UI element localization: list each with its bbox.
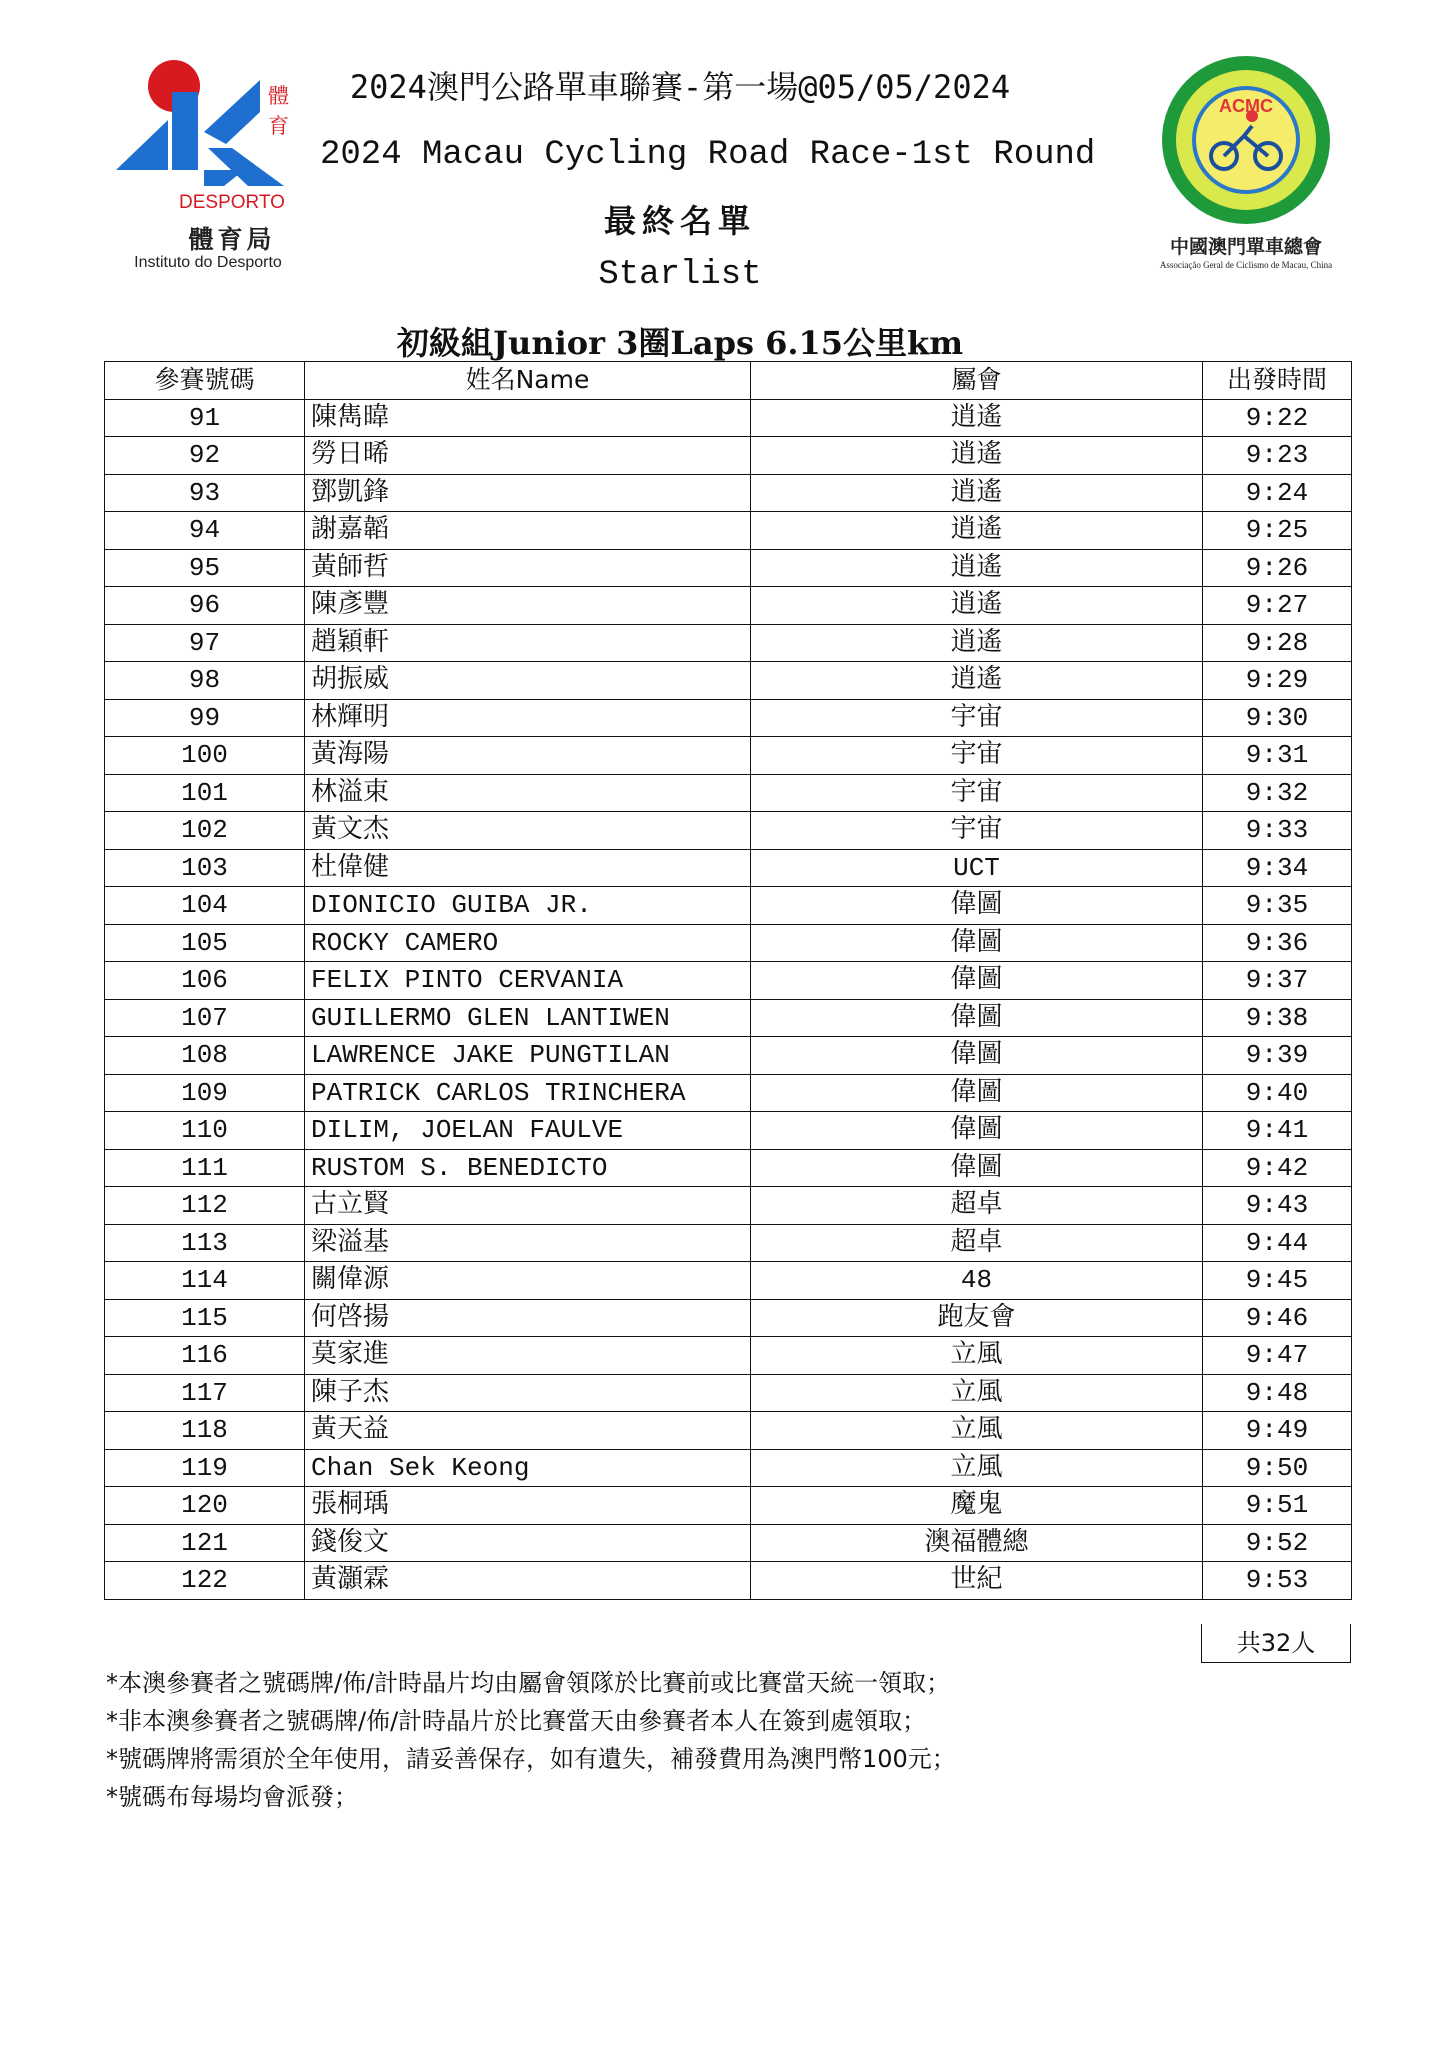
bib-number-cell: 109 — [105, 1074, 305, 1112]
rider-name-cell: 張桐瑀 — [305, 1487, 751, 1525]
header-name: 姓名Name — [305, 362, 751, 400]
rider-name-cell: DILIM, JOELAN FAULVE — [305, 1112, 751, 1150]
club-cell: 立風 — [751, 1374, 1203, 1412]
note-item: *號碼布每場均會派發； — [106, 1783, 358, 1811]
rider-name-cell: GUILLERMO GLEN LANTIWEN — [305, 999, 751, 1037]
desporto-logo — [108, 52, 308, 282]
club-cell: 逍遙 — [751, 512, 1203, 550]
start-time-cell: 9:46 — [1203, 1299, 1352, 1337]
club-cell: 魔鬼 — [751, 1487, 1203, 1525]
table-row — [105, 1299, 1352, 1337]
rider-name-cell: 莫家進 — [305, 1337, 751, 1375]
start-time-cell: 9:23 — [1203, 437, 1352, 475]
start-time-cell: 9:35 — [1203, 887, 1352, 925]
rider-name-cell: 黃文杰 — [305, 812, 751, 850]
club-cell: 逍遙 — [751, 549, 1203, 587]
start-time-cell: 9:33 — [1203, 812, 1352, 850]
table-row — [105, 849, 1352, 887]
table-body — [105, 399, 1352, 1599]
club-cell: 宇宙 — [751, 812, 1203, 850]
bib-number-cell: 92 — [105, 437, 305, 475]
list-title-en: Starlist — [598, 256, 762, 294]
rider-name-cell: RUSTOM S. BENEDICTO — [305, 1149, 751, 1187]
bib-number-cell: 110 — [105, 1112, 305, 1150]
starlist-table — [104, 361, 1352, 1600]
bib-number-cell: 111 — [105, 1149, 305, 1187]
table-row — [105, 1149, 1352, 1187]
rider-name-cell: 古立賢 — [305, 1187, 751, 1225]
table-row — [105, 1224, 1352, 1262]
club-cell: 偉圖 — [751, 924, 1203, 962]
start-time-cell: 9:48 — [1203, 1374, 1352, 1412]
rider-name-cell: DIONICIO GUIBA JR. — [305, 887, 751, 925]
table-row — [105, 624, 1352, 662]
bib-number-cell: 116 — [105, 1337, 305, 1375]
bib-number-cell: 108 — [105, 1037, 305, 1075]
total-count: 共32人 — [1201, 1624, 1351, 1663]
start-time-cell: 9:41 — [1203, 1112, 1352, 1150]
start-time-cell: 9:43 — [1203, 1187, 1352, 1225]
club-cell: 逍遙 — [751, 587, 1203, 625]
club-cell: 立風 — [751, 1337, 1203, 1375]
start-time-cell: 9:40 — [1203, 1074, 1352, 1112]
rider-name-cell: 錢俊文 — [305, 1524, 751, 1562]
table-header-row — [105, 362, 1352, 400]
club-cell: 逍遙 — [751, 474, 1203, 512]
start-time-cell: 9:52 — [1203, 1524, 1352, 1562]
bib-number-cell: 107 — [105, 999, 305, 1037]
start-time-cell: 9:32 — [1203, 774, 1352, 812]
acmc-name-cn: 中國澳門單車總會 — [1169, 236, 1322, 258]
rider-name-cell: 黃師哲 — [305, 549, 751, 587]
header-start-time: 出發時間 — [1203, 362, 1352, 400]
bib-number-cell: 95 — [105, 549, 305, 587]
club-cell: 偉圖 — [751, 962, 1203, 1000]
table-row — [105, 737, 1352, 775]
rider-name-cell: 林溢束 — [305, 774, 751, 812]
bib-number-cell: 114 — [105, 1262, 305, 1300]
start-time-cell: 9:37 — [1203, 962, 1352, 1000]
bib-number-cell: 112 — [105, 1187, 305, 1225]
club-cell: 宇宙 — [751, 774, 1203, 812]
club-cell: 世紀 — [751, 1562, 1203, 1600]
club-cell: 偉圖 — [751, 1149, 1203, 1187]
bib-number-cell: 99 — [105, 699, 305, 737]
club-cell: 偉圖 — [751, 887, 1203, 925]
bib-number-cell: 113 — [105, 1224, 305, 1262]
bib-number-cell: 105 — [105, 924, 305, 962]
table-row — [105, 1262, 1352, 1300]
bib-number-cell: 103 — [105, 849, 305, 887]
rider-name-cell: 謝嘉韜 — [305, 512, 751, 550]
bib-number-cell: 91 — [105, 399, 305, 437]
bib-number-cell: 96 — [105, 587, 305, 625]
rider-name-cell: 何啓揚 — [305, 1299, 751, 1337]
club-cell: 逍遙 — [751, 624, 1203, 662]
rider-name-cell: ROCKY CAMERO — [305, 924, 751, 962]
club-cell: 逍遙 — [751, 437, 1203, 475]
table-row — [105, 1562, 1352, 1600]
table-row — [105, 812, 1352, 850]
start-time-cell: 9:34 — [1203, 849, 1352, 887]
bib-number-cell: 97 — [105, 624, 305, 662]
table-row — [105, 924, 1352, 962]
start-time-cell: 9:30 — [1203, 699, 1352, 737]
rider-name-cell: 梁溢基 — [305, 1224, 751, 1262]
table-row — [105, 437, 1352, 475]
club-cell: 跑友會 — [751, 1299, 1203, 1337]
rider-name-cell: 杜偉健 — [305, 849, 751, 887]
rider-name-cell: 陳彥豐 — [305, 587, 751, 625]
club-cell: 澳福體總 — [751, 1524, 1203, 1562]
start-time-cell: 9:29 — [1203, 662, 1352, 700]
club-cell: 偉圖 — [751, 1037, 1203, 1075]
club-cell: 宇宙 — [751, 737, 1203, 775]
title-cn: 2024澳門公路單車聯賽-第一場@05/05/2024 — [349, 68, 1011, 106]
start-time-cell: 9:26 — [1203, 549, 1352, 587]
rider-name-cell: 黃海陽 — [305, 737, 751, 775]
start-time-cell: 9:24 — [1203, 474, 1352, 512]
rider-name-cell: PATRICK CARLOS TRINCHERA — [305, 1074, 751, 1112]
start-time-cell: 9:27 — [1203, 587, 1352, 625]
club-cell: 偉圖 — [751, 1074, 1203, 1112]
table-row — [105, 962, 1352, 1000]
rider-name-cell: LAWRENCE JAKE PUNGTILAN — [305, 1037, 751, 1075]
bib-number-cell: 117 — [105, 1374, 305, 1412]
rider-name-cell: FELIX PINTO CERVANIA — [305, 962, 751, 1000]
start-time-cell: 9:38 — [1203, 999, 1352, 1037]
rider-name-cell: 趙穎軒 — [305, 624, 751, 662]
club-cell: 逍遙 — [751, 662, 1203, 700]
club-cell: 超卓 — [751, 1187, 1203, 1225]
bib-number-cell: 119 — [105, 1449, 305, 1487]
bib-number-cell: 118 — [105, 1412, 305, 1450]
table-row — [105, 474, 1352, 512]
bib-number-cell: 101 — [105, 774, 305, 812]
bib-number-cell: 115 — [105, 1299, 305, 1337]
table-row — [105, 1037, 1352, 1075]
club-cell: 立風 — [751, 1449, 1203, 1487]
acmc-badge-text: ACMC — [1219, 96, 1273, 116]
rider-name-cell: 黃天益 — [305, 1412, 751, 1450]
table-row — [105, 999, 1352, 1037]
table-row — [105, 549, 1352, 587]
start-time-cell: 9:53 — [1203, 1562, 1352, 1600]
note-item: *非本澳參賽者之號碼牌/佈/計時晶片於比賽當天由參賽者本人在簽到處領取； — [106, 1707, 927, 1735]
table-row — [105, 662, 1352, 700]
note-item: *號碼牌將需須於全年使用，請妥善保存，如有遺失，補發費用為澳門幣100元； — [106, 1745, 956, 1773]
table-row — [105, 1487, 1352, 1525]
logo-char-top: 體 — [268, 84, 289, 108]
table-row — [105, 1449, 1352, 1487]
club-cell: 偉圖 — [751, 1112, 1203, 1150]
table-row — [105, 1524, 1352, 1562]
title-en: 2024 Macau Cycling Road Race-1st Round — [320, 136, 1096, 174]
bib-number-cell: 106 — [105, 962, 305, 1000]
start-time-cell: 9:39 — [1203, 1037, 1352, 1075]
logo-name-pt: Instituto do Desporto — [134, 254, 282, 271]
club-cell: 宇宙 — [751, 699, 1203, 737]
start-time-cell: 9:51 — [1203, 1487, 1352, 1525]
acmc-logo — [1148, 52, 1344, 282]
logo-desporto-text: DESPORTO — [179, 192, 285, 213]
start-time-cell: 9:25 — [1203, 512, 1352, 550]
list-title-cn: 最終名單 — [603, 202, 756, 240]
start-time-cell: 9:22 — [1203, 399, 1352, 437]
club-cell: 逍遙 — [751, 399, 1203, 437]
table-row — [105, 774, 1352, 812]
start-time-cell: 9:45 — [1203, 1262, 1352, 1300]
club-cell: 超卓 — [751, 1224, 1203, 1262]
table-row — [105, 1112, 1352, 1150]
start-time-cell: 9:31 — [1203, 737, 1352, 775]
note-item: *本澳參賽者之號碼牌/佈/計時晶片均由屬會領隊於比賽前或比賽當天統一領取； — [106, 1669, 951, 1697]
start-time-cell: 9:49 — [1203, 1412, 1352, 1450]
table-row — [105, 1337, 1352, 1375]
start-time-cell: 9:50 — [1203, 1449, 1352, 1487]
table-row — [105, 699, 1352, 737]
start-time-cell: 9:36 — [1203, 924, 1352, 962]
acmc-name-pt: Associação Geral de Ciclismo de Macau, China — [1159, 260, 1333, 270]
table-row — [105, 399, 1352, 437]
start-time-cell: 9:44 — [1203, 1224, 1352, 1262]
rider-name-cell: 胡振威 — [305, 662, 751, 700]
bib-number-cell: 120 — [105, 1487, 305, 1525]
notes — [106, 1664, 1336, 1816]
logo-name-cn: 體育局 — [188, 225, 276, 254]
club-cell: UCT — [751, 849, 1203, 887]
table-row — [105, 1187, 1352, 1225]
rider-name-cell: 鄧凱鋒 — [305, 474, 751, 512]
club-cell: 48 — [751, 1262, 1203, 1300]
table-row — [105, 587, 1352, 625]
table-row — [105, 1374, 1352, 1412]
acmc-badge-icon — [1148, 52, 1344, 228]
bib-number-cell: 94 — [105, 512, 305, 550]
table-row — [105, 1412, 1352, 1450]
rider-name-cell: Chan Sek Keong — [305, 1449, 751, 1487]
table-row — [105, 512, 1352, 550]
header-club: 屬會 — [751, 362, 1203, 400]
table-row — [105, 1074, 1352, 1112]
rider-name-cell: 林輝明 — [305, 699, 751, 737]
bib-number-cell: 122 — [105, 1562, 305, 1600]
rider-name-cell: 黃灝霖 — [305, 1562, 751, 1600]
club-cell: 立風 — [751, 1412, 1203, 1450]
start-time-cell: 9:42 — [1203, 1149, 1352, 1187]
bib-number-cell: 104 — [105, 887, 305, 925]
bib-number-cell: 93 — [105, 474, 305, 512]
bib-number-cell: 121 — [105, 1524, 305, 1562]
club-cell: 偉圖 — [751, 999, 1203, 1037]
bib-number-cell: 98 — [105, 662, 305, 700]
bib-number-cell: 100 — [105, 737, 305, 775]
table-row — [105, 887, 1352, 925]
rider-name-cell: 陳雋暐 — [305, 399, 751, 437]
header-bib-number: 參賽號碼 — [105, 362, 305, 400]
start-time-cell: 9:28 — [1203, 624, 1352, 662]
bib-number-cell: 102 — [105, 812, 305, 850]
rider-name-cell: 關偉源 — [305, 1262, 751, 1300]
start-time-cell: 9:47 — [1203, 1337, 1352, 1375]
rider-name-cell: 陳子杰 — [305, 1374, 751, 1412]
rider-name-cell: 勞日晞 — [305, 437, 751, 475]
logo-char-bottom: 育 — [268, 114, 289, 138]
category-title: 初級組Junior 3圈Laps 6.15公里km — [396, 324, 964, 362]
